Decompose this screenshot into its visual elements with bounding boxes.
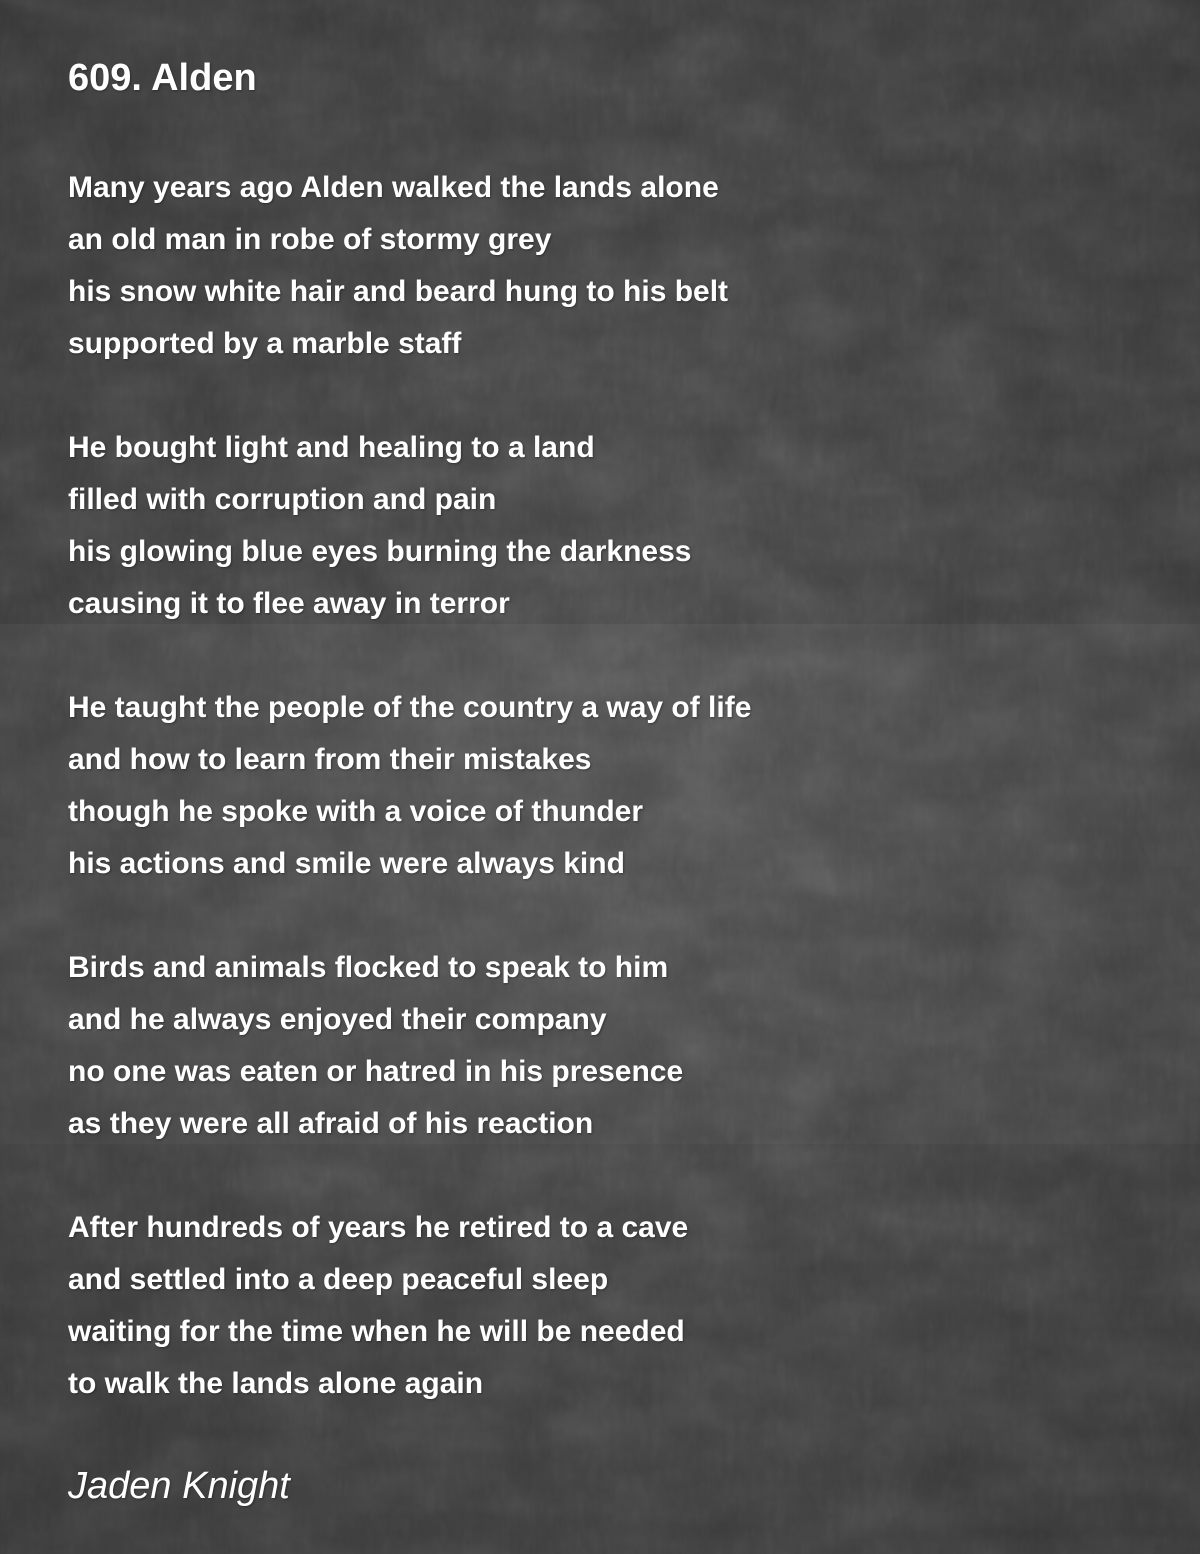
poem-author: Jaden Knight (68, 1465, 290, 1507)
poem-line: his actions and smile were always kind (68, 847, 625, 880)
stanza-1 (68, 162, 1148, 370)
poem-line: After hundreds of years he retired to a cave (68, 1211, 689, 1244)
poem-line: an old man in robe of stormy grey (68, 223, 552, 256)
poem-title: 609. Alden (68, 57, 257, 99)
poem-line: and how to learn from their mistakes (68, 743, 592, 776)
poem-line: as they were all afraid of his reaction (68, 1107, 594, 1140)
poem-line: filled with corruption and pain (68, 483, 497, 516)
poem-line: and he always enjoyed their company (68, 1003, 607, 1036)
poem-line: Many years ago Alden walked the lands alone (68, 171, 719, 204)
poem-line: He bought light and healing to a land (68, 431, 595, 464)
stanza-2 (68, 422, 1148, 630)
poem-line: causing it to flee away in terror (68, 587, 510, 620)
poem-line: his snow white hair and beard hung to his belt (68, 275, 729, 308)
poem-line: He taught the people of the country a way of life (68, 691, 752, 724)
poem-line: no one was eaten or hatred in his presence (68, 1055, 684, 1088)
poem-line: Birds and animals flocked to speak to him (68, 951, 669, 984)
poem-line: his glowing blue eyes burning the darkness (68, 535, 692, 568)
poem-container (68, 56, 1148, 1510)
stanza-3 (68, 682, 1148, 890)
poem-line: though he spoke with a voice of thunder (68, 795, 644, 828)
poem-line: to walk the lands alone again (68, 1367, 484, 1400)
poem-line: waiting for the time when he will be needed (68, 1315, 685, 1348)
poem-line: and settled into a deep peaceful sleep (68, 1263, 609, 1296)
stanza-4 (68, 942, 1148, 1150)
stanza-5 (68, 1202, 1148, 1410)
poem-line: supported by a marble staff (68, 327, 462, 360)
